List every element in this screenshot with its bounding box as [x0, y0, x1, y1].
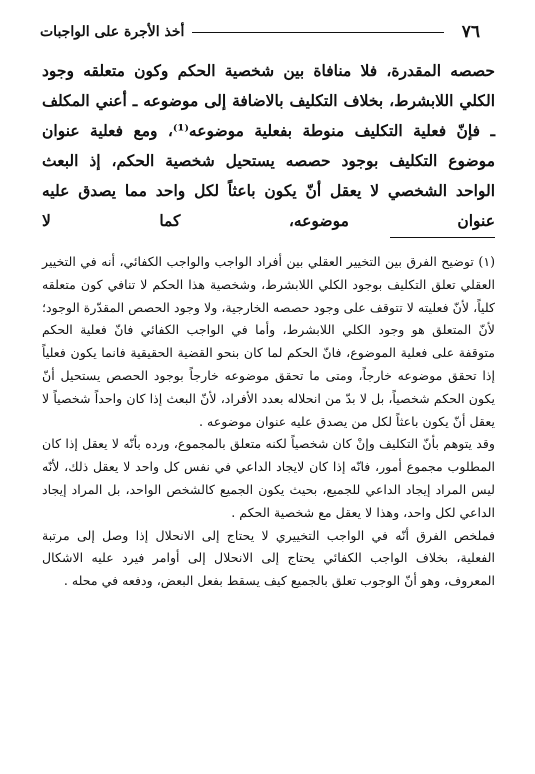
- running-title: أخذ الأجرة على الواجبات: [40, 24, 185, 40]
- footnote-separator: [390, 237, 495, 238]
- footnote-paragraph: وقد يتوهم بأنّ التكليف وإنْ كان شخصياً لكنه متعلق بالمجموع، ورده بأنّه لا يعقل إذا كان المطلوب مجموع أمور، فانّه إذا كان لايجاد الداعي في نفس كل واحد لا يعقل ذلك، لأنّه ليس المراد إيجاد الداعي للجميع، بحيث يكون الجميع كالشخص الواحد، بل المراد إيجاد الداعي لكل واحد، وهذا لا يعقل مع شخصية الحكم .: [42, 436, 495, 520]
- main-paragraph: حصصه المقدرة، فلا منافاة بين شخصية الحكم وكون متعلقه وجود الكلي اللابشرط، بخلاف التكليف بالاضافة إلى موضوعه ـ أعني المكلف ـ فإنّ فعلية التكليف منوطة بفعلية موضوعه⁽¹⁾، ومع فعلية عنوان موضوع التكليف بوجود حصصه يستحيل شخصية الحكم، إذ البعث الواحد الشخصي لا يعقل أنّ يكون باعثاً لكل واحد مما يصدق عليه عنوان موضوعه، كما لا: [42, 61, 495, 230]
- header-rule: [192, 32, 443, 33]
- footnote-paragraph: (١) توضيح الفرق بين التخيير العقلي بين أفراد الواجب والواجب الكفائي، أنه في التخيير العقلي تعلق التكليف بوجود الكلي اللابشرط، وشخصية هذا الحكم لا تنافي كون متعلقه كلياً، لأنّ فعليته لا تتوقف على وجود حصصه الخارجية، ولا وجود الحصص المقدّرة الوجود؛ لأنّ المتعلق هو وجود الكلي اللابشرط، وأما في الواجب الكفائي فانّ فعلية الحكم متوقفة على فعلية الموضوع، فانّ الحكم لما كان بنحو القضية الحقيقية فانما يكون فعلياً إذا تحقق موضوعه خارجاً، ومتى ما تحقق موضوعه خارجاً بوجود الحصص يستحيل أنّ يكون الحكم شخصياً، بل لا بدّ من انحلاله بعدد الأفراد، لأنّ البعث إذا كان واحداً شخصياً لا يعقل أنّ يكون باعثاً لكل من يصدق عليه عنوان موضوعه .: [42, 254, 495, 429]
- footnote-paragraph: فملخص الفرق أنّه في الواجب التخييري لا يحتاج إلى الانحلال إذا وصل إلى مرتبة الفعلية، بخلاف الواجب الكفائي يحتاج إلى الانحلال إلى أوامر فيرد عليه الاشكال المعروف، وهو أنّ الوجوب تعلق بالجميع كيف يسقط بفعل البعض، ودفعه في محله .: [42, 527, 495, 589]
- main-text: [42, 56, 495, 236]
- footnotes: [42, 251, 495, 593]
- page-number: ٧٦: [461, 22, 480, 42]
- page-header: [40, 18, 480, 46]
